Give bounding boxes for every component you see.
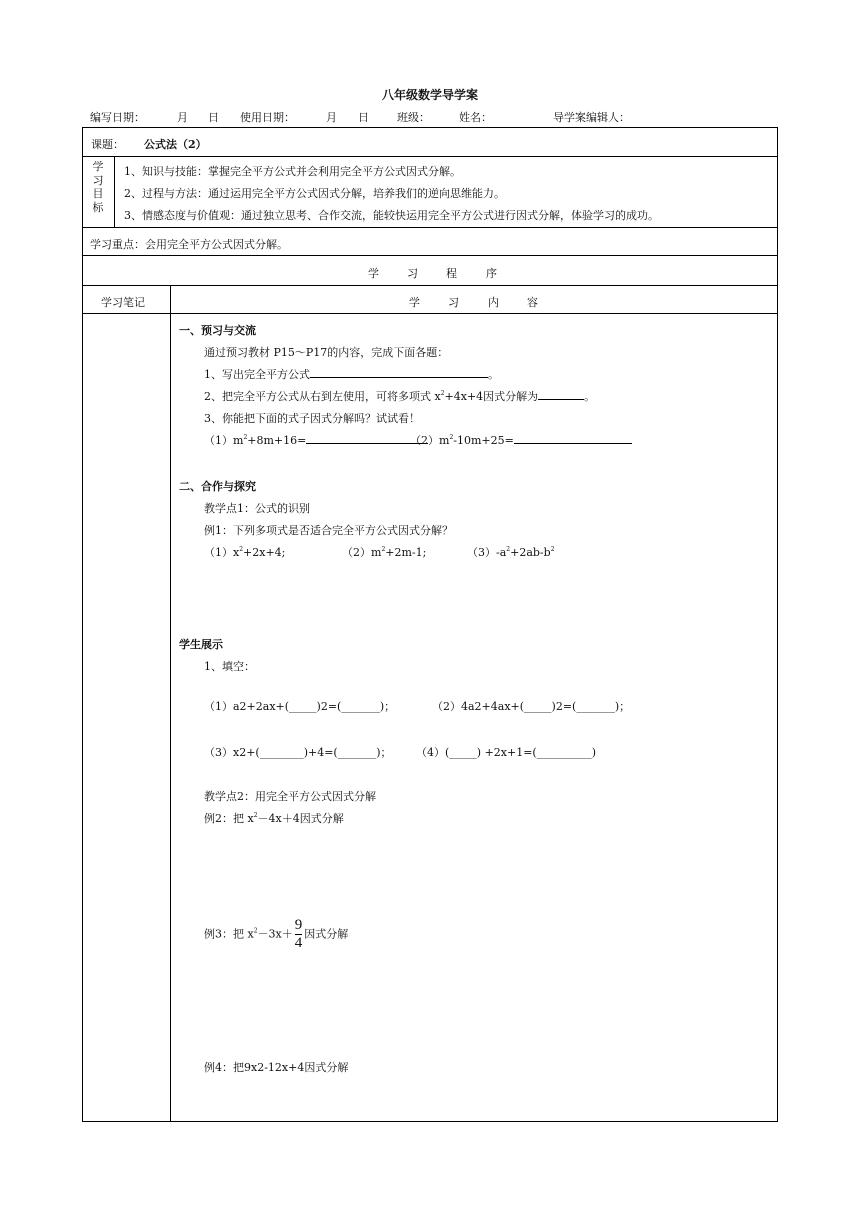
example-1-item: $(2)m^2+2m-1$; [342, 546, 427, 559]
teaching-point-1: 教学点1：公式的识别 [204, 502, 310, 515]
content-header-char: 容 [527, 296, 538, 309]
content-header-char: 学 [409, 296, 420, 309]
section1-title: 一、预习与交流 [179, 324, 256, 337]
example-1-item: $(3)-a^2+2ab-b^2$ [467, 546, 555, 559]
name-label: 姓名： [459, 111, 492, 124]
content-header-char: 内 [488, 296, 499, 309]
fill-in-label: 1、填空： [204, 660, 255, 673]
fill-item-4: （4）(_____) +2x+1=(__________) [416, 746, 597, 759]
question-3: 3、你能把下面的式子因式分解吗？试试看！ [204, 412, 420, 425]
page-title: 八年级数学导学案 [381, 88, 478, 102]
fill-item-2: （2）4a2+4ax+(_____)2=(_______)； [432, 700, 631, 713]
fill-item-1: （1）a2+2ax+(_____)2=(_______)； [204, 700, 396, 713]
objective-item: 2、过程与方法：通过运用完全平方公式因式分解，培养我们的逆向思维能力。 [124, 187, 505, 200]
write-date-label: 编写日期： [90, 111, 145, 124]
student-display-title: 学生展示 [179, 638, 223, 651]
answer-blank[interactable] [514, 432, 632, 444]
day-label-2: 日 [358, 111, 369, 124]
month-label-2: 月 [326, 111, 337, 124]
use-date-label: 使用日期： [240, 111, 295, 124]
example-4: 例4：把9x2-12x+4因式分解 [204, 1061, 349, 1074]
fill-item-3: （3）x2+(________)+4=(_______)； [204, 746, 392, 759]
objective-item: 1、知识与技能：掌握完全平方公式并会利用完全平方公式因式分解。 [124, 165, 461, 178]
month-label: 月 [177, 111, 188, 124]
teaching-point-2: 教学点2：用完全平方公式因式分解 [204, 790, 376, 803]
notes-header: 学习笔记 [101, 296, 145, 309]
answer-blank[interactable] [538, 388, 584, 400]
procedure-header-char: 序 [486, 267, 497, 280]
question-2: 2、把完全平方公式从右到左使用，可将多项式 $x^2+4x+4$因式分解为 。 [204, 390, 596, 403]
day-label: 日 [208, 111, 219, 124]
procedure-header-char: 习 [407, 267, 418, 280]
question-3-part-2: $(2)m^2-10m+25=$ [410, 432, 632, 448]
class-label: 班级： [397, 111, 430, 124]
editor-label: 导学案编辑人： [553, 111, 630, 124]
example-3: 例3：把 $x^2-3x+$ $\frac{9}{4}$ 因式分解 [204, 917, 349, 951]
example-1: 例1：下列多项式是否适合完全平方公式因式分解？ [204, 524, 453, 537]
question-3-part-1: $(1)m^2+8m+16=$ [204, 432, 428, 448]
fraction: $\frac{9}{4}$ [294, 917, 303, 951]
procedure-header-char: 程 [446, 267, 457, 280]
answer-blank[interactable] [310, 366, 488, 378]
question-1: 1、写出完全平方公式 。 [204, 368, 499, 381]
content-header-char: 习 [448, 296, 459, 309]
objective-item: 3、情感态度与价值观：通过独立思考、合作交流，能较快运用完全平方公式进行因式分解，体验学习的成功。 [124, 209, 659, 222]
example-2: 例2：把 $x^2-4x+4$因式分解 [204, 812, 344, 825]
objectives-side-label: 学 习 目 标 [92, 160, 104, 214]
topic-value: 公式法（2） [144, 138, 207, 151]
procedure-header-char: 学 [368, 267, 379, 280]
section2-title: 二、合作与探究 [179, 480, 256, 493]
example-1-item: $(1)x^2+2x+4$; [204, 546, 286, 559]
learning-focus: 学习重点：会用完全平方公式因式分解。 [90, 238, 288, 251]
section1-intro: 通过预习教材 P15～P17的内容，完成下面各题： [204, 346, 449, 359]
topic-label: 课题： [91, 138, 124, 151]
